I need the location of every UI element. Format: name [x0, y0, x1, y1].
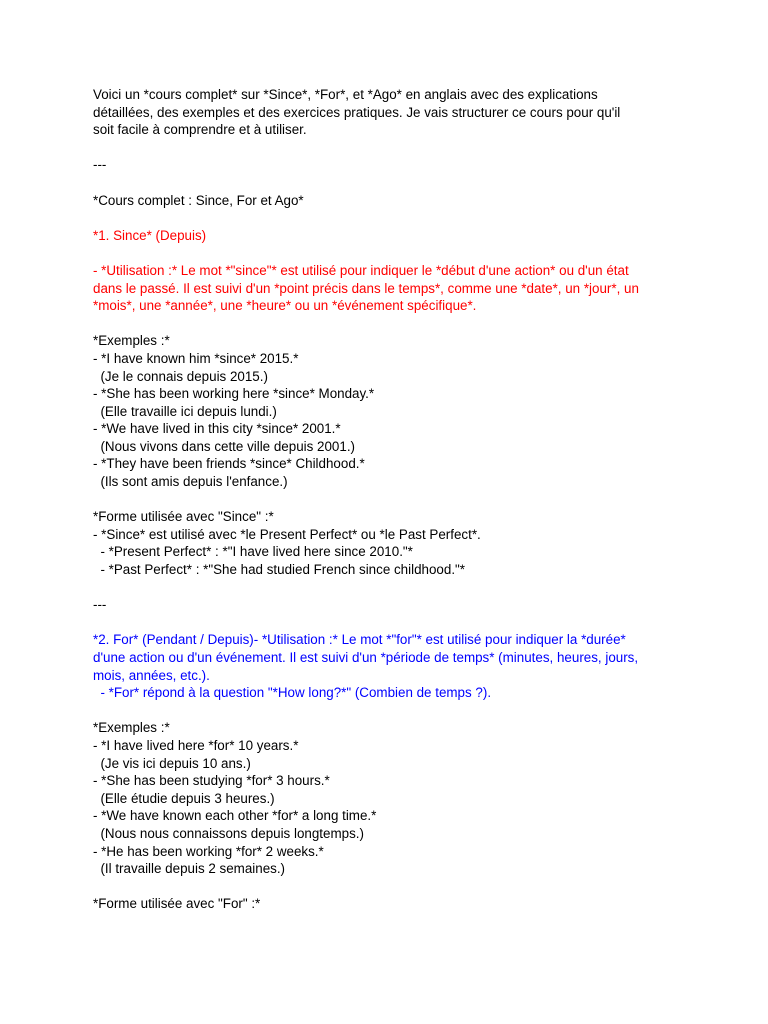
since-heading: *1. Since* (Depuis) [93, 227, 207, 243]
blank-line [93, 174, 713, 192]
since-example-1: - *I have known him *since* 2015.* [93, 350, 299, 366]
document-body [93, 86, 713, 913]
for-example-4: - *He has been working *for* 2 weeks.* [93, 843, 324, 859]
blank-line [93, 491, 713, 509]
since-form-line-3: - *Past Perfect* : *"She had studied French since childhood."* [93, 562, 466, 578]
for-example-4-translation: (Il travaille depuis 2 semaines.) [93, 861, 286, 877]
since-usage-line-3: *mois*, une *année*, une *heure* ou un *événement spécifique*. [93, 298, 477, 314]
since-example-2-translation: (Elle travaille ici depuis lundi.) [93, 403, 277, 419]
intro-line-2: détaillées, des exemples et des exercices pratiques. Je vais structurer ce cours pour qu'il [93, 104, 621, 120]
intro-line-1: Voici un *cours complet* sur *Since*, *For*, et *Ago* en anglais avec des explications [93, 87, 598, 102]
since-example-4: - *They have been friends *since* Childhood.* [93, 456, 365, 472]
blank-line [93, 244, 713, 262]
blank-line [93, 614, 713, 632]
blank-line [93, 139, 713, 157]
since-form-label: *Forme utilisée avec "Since" :* [93, 509, 274, 525]
blank-line [93, 579, 713, 597]
for-example-2-translation: (Elle étudie depuis 3 heures.) [93, 790, 275, 806]
blank-line [93, 878, 713, 896]
since-example-3: - *We have lived in this city *since* 2001.* [93, 421, 341, 437]
since-form-line-2: - *Present Perfect* : *"I have lived here since 2010."* [93, 544, 413, 560]
for-examples-label: *Exemples :* [93, 720, 170, 736]
since-example-4-translation: (Ils sont amis depuis l'enfance.) [93, 474, 288, 490]
blank-line [93, 209, 713, 227]
for-example-3: - *We have known each other *for* a long time.* [93, 808, 377, 824]
since-examples-label: *Exemples :* [93, 333, 170, 349]
blank-line [93, 702, 713, 720]
for-heading-usage-line-3: mois, années, etc.). [93, 667, 210, 683]
for-example-2: - *She has been studying *for* 3 hours.* [93, 773, 330, 789]
since-example-2: - *She has been working here *since* Monday.* [93, 386, 375, 402]
intro-line-3: soit facile à comprendre et à utiliser. [93, 122, 307, 138]
course-title: *Cours complet : Since, For et Ago* [93, 192, 304, 208]
for-heading-usage-line-2: d'une action ou d'un événement. Il est suivi d'un *période de temps* (minutes, heures, jours, [93, 650, 639, 665]
since-form-line-1: - *Since* est utilisé avec *le Present Perfect* ou *le Past Perfect*. [93, 526, 481, 542]
for-example-3-translation: (Nous nous connaissons depuis longtemps.) [93, 825, 364, 841]
since-example-3-translation: (Nous vivons dans cette ville depuis 2001.) [93, 438, 356, 454]
for-heading-usage-line-1: *2. For* (Pendant / Depuis)- *Utilisation :* Le mot *"for"* est utilisé pour indiquer la *durée* [93, 632, 626, 648]
since-usage-line-1: - *Utilisation :* Le mot *"since"* est utilisé pour indiquer le *début d'une action* ou d'un état [93, 262, 629, 278]
for-heading-usage-line-4: - *For* répond à la question "*How long?*" (Combien de temps ?). [93, 685, 492, 701]
separator-1: --- [93, 157, 107, 173]
separator-2: --- [93, 597, 107, 613]
blank-line [93, 315, 713, 333]
for-example-1-translation: (Je vis ici depuis 10 ans.) [93, 755, 251, 771]
for-form-label: *Forme utilisée avec "For" :* [93, 896, 261, 912]
since-example-1-translation: (Je le connais depuis 2015.) [93, 368, 268, 384]
for-example-1: - *I have lived here *for* 10 years.* [93, 737, 299, 753]
since-usage-line-2: dans le passé. Il est suivi d'un *point précis dans le temps*, comme une *date*, un *jour*, un [93, 280, 639, 296]
